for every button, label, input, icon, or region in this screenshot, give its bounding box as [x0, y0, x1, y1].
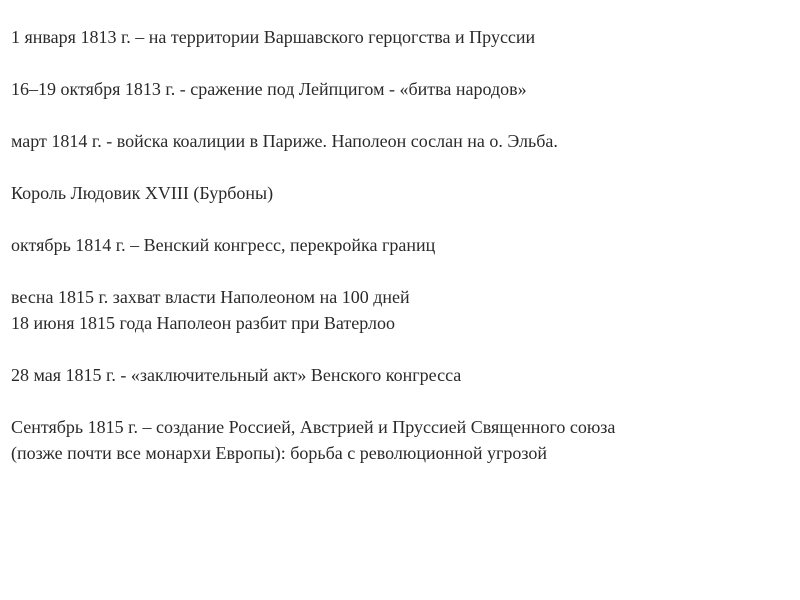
text-line: март 1814 г. - войска коалиции в Париже. Наполеон сослан на о. Эльба.	[11, 131, 558, 151]
text-line: Сентябрь 1815 г. – создание Россией, Австрией и Пруссией Священного союза	[11, 417, 616, 437]
text-line: 18 июня 1815 года Наполеон разбит при Ватерлоо	[11, 313, 395, 333]
blank-line	[11, 50, 791, 76]
text-line: 16–19 октября 1813 г. - сражение под Лейпцигом - «битва народов»	[11, 79, 527, 99]
blank-line	[11, 258, 791, 284]
blank-line	[11, 154, 791, 180]
text-line: октябрь 1814 г. – Венский конгресс, перекройка границ	[11, 235, 436, 255]
blank-line	[11, 388, 791, 414]
text-line: 28 мая 1815 г. - «заключительный акт» Венского конгресса	[11, 365, 462, 385]
text-line: 1 января 1813 г. – на территории Варшавского герцогства и Пруссии	[11, 27, 536, 47]
blank-line	[11, 206, 791, 232]
blank-line	[11, 102, 791, 128]
text-line: весна 1815 г. захват власти Наполеоном на 100 дней	[11, 287, 410, 307]
blank-line	[11, 336, 791, 362]
text-line: (позже почти все монархи Европы): борьба с революционной угрозой	[11, 443, 548, 463]
text-line: Король Людовик XVIII (Бурбоны)	[11, 183, 274, 203]
text-body	[11, 24, 791, 466]
